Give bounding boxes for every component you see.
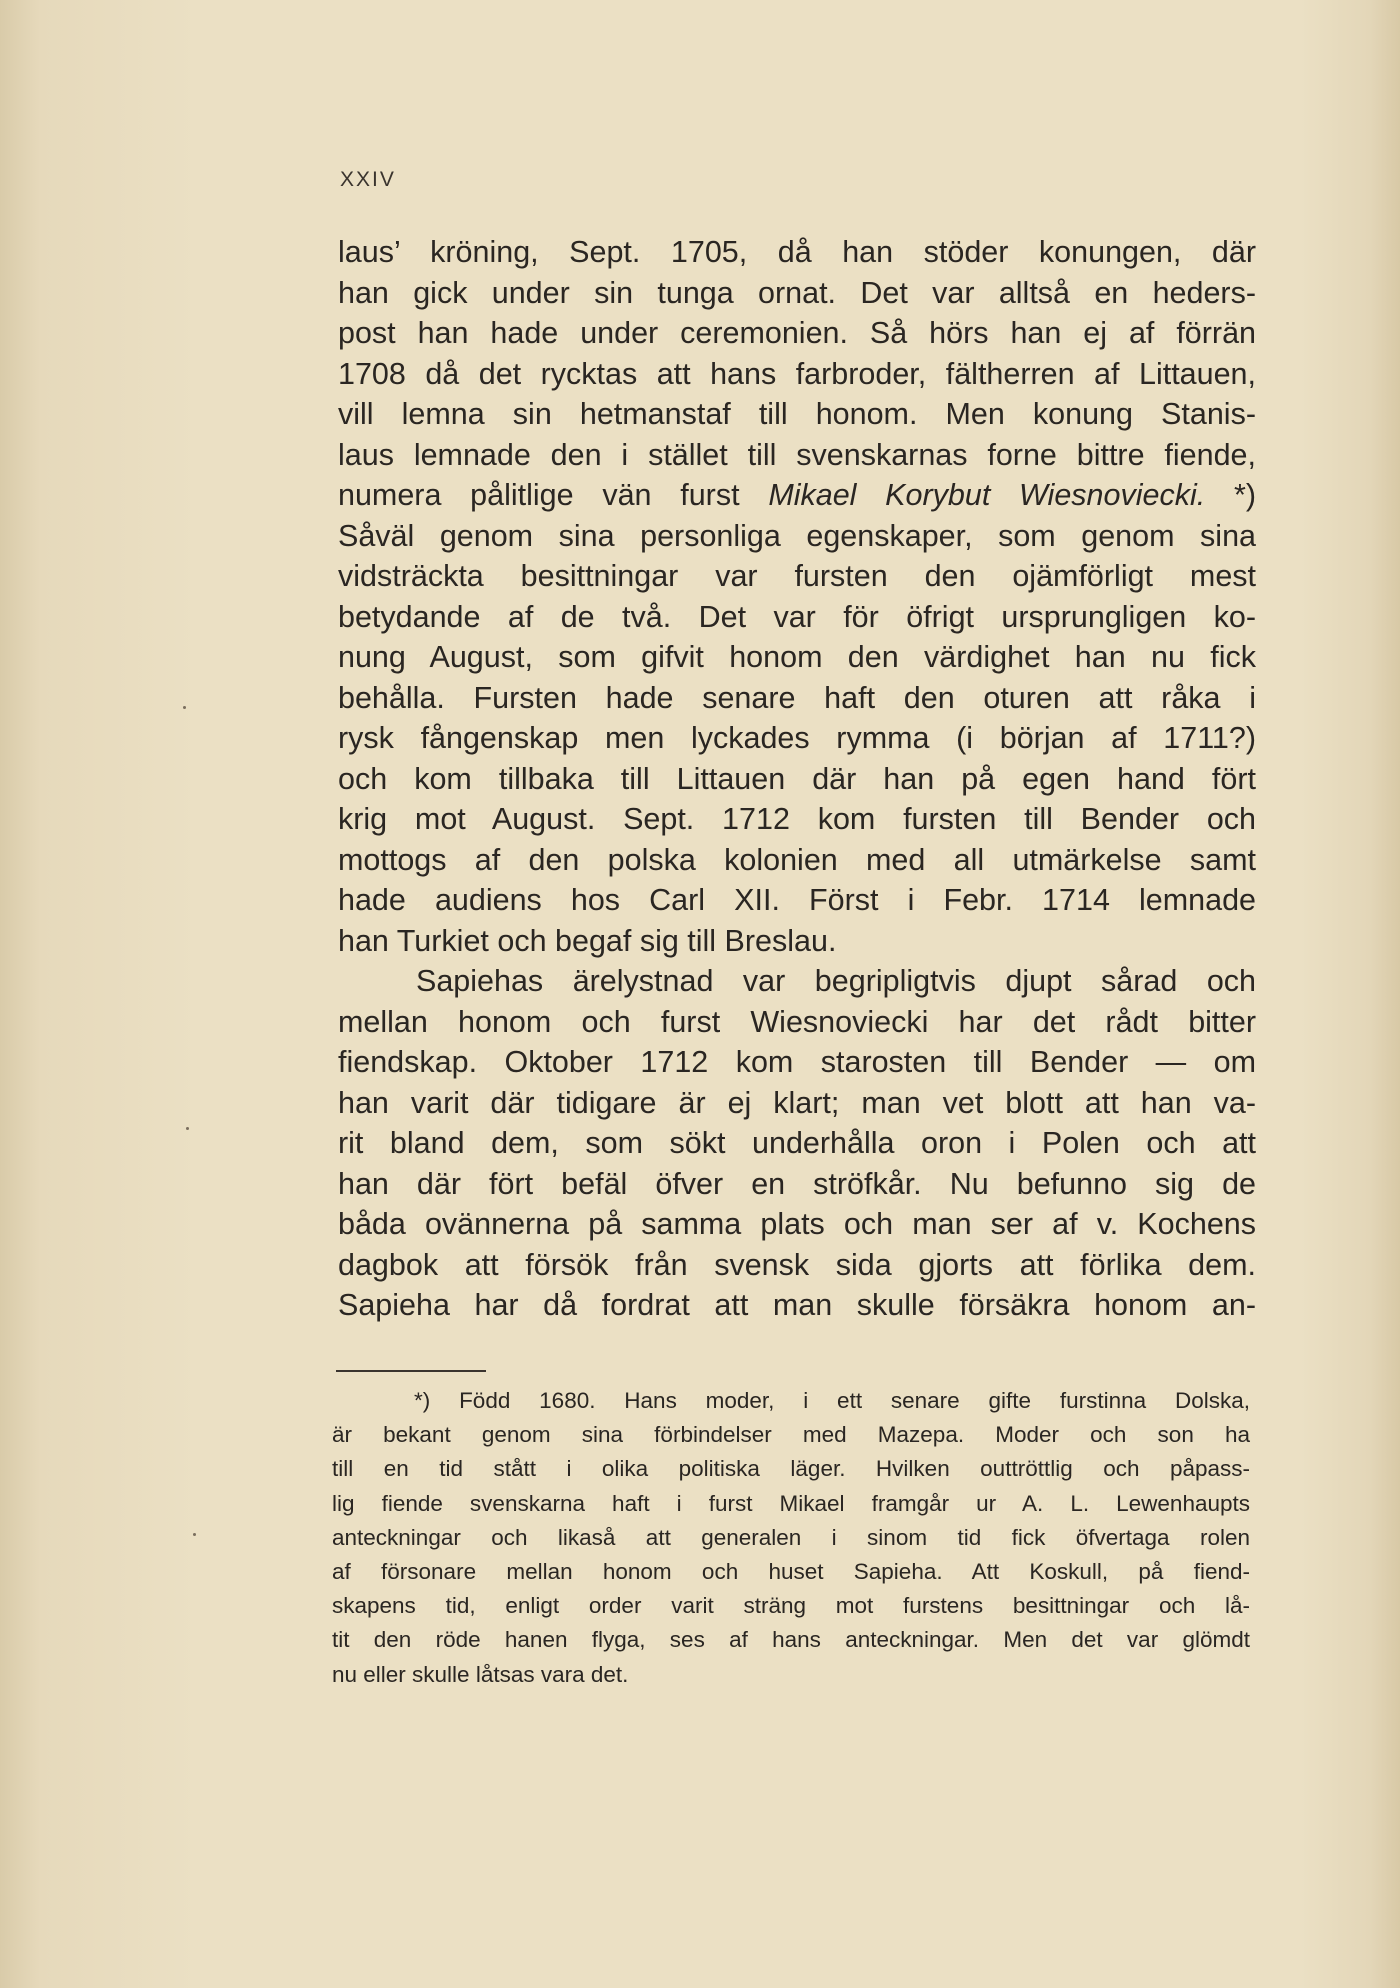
text-line-prefix: numera pålitlige vän furst [338,478,740,512]
footnote-line: skapens tid, enligt order varit sträng mot furstens besittningar och lå- [332,1593,1250,1619]
text-line: Sapiehas ärelystnad var begripligtvis djupt sårad och [416,964,1256,998]
page-number: XXIV [340,168,396,191]
text-line: rysk fångenskap men lyckades rymma (i början af 1711?) [338,721,1256,755]
text-line-with-name [338,475,1256,516]
footnote-line: af försonare mellan honom och huset Sapieha. Att Koskull, på fiend- [332,1558,1250,1584]
footnote-line: tit den röde hanen flyga, ses af hans anteckningar. Men det var glömdt [332,1627,1250,1653]
text-line: post han hade under ceremonien. Så hörs han ej af förrän [338,316,1256,350]
paper-speck [193,1533,196,1536]
text-line: behålla. Fursten hade senare haft den oturen att råka i [338,680,1256,715]
text-line: han där fört befäl öfver en ströfkår. Nu befunno sig de [338,1166,1256,1201]
text-line: vidsträckta besittningar var fursten den ojämförligt mest [338,559,1256,593]
text-line: betydande af de två. Det var för öfrigt ursprungligen ko- [338,599,1256,634]
person-name: Mikael Korybut Wiesnoviecki. [768,478,1206,512]
text-line: och kom tillbaka till Littauen där han på egen hand fört [338,761,1256,796]
text-line: Såväl genom sina personliga egenskaper, som genom sina [338,518,1256,553]
text-line: fiendskap. Oktober 1712 kom starosten till Bender — om [338,1045,1256,1079]
footnote-divider [336,1370,486,1372]
main-text [338,232,1256,1326]
text-line: mottogs af den polska kolonien med all utmärkelse samt [338,842,1256,877]
footnote-line: till en tid stått i olika politiska läger. Hvilken outtröttlig och påpass- [332,1456,1250,1482]
footnote-marker: *) [1233,478,1256,512]
text-line: han varit där tidigare är ej klart; man vet blott att han va- [338,1085,1256,1120]
text-line: laus lemnade den i stället till svenskarnas forne bittre fiende, [338,437,1256,472]
paper-speck [186,1127,189,1130]
footnote-line: anteckningar och likaså att generalen i sinom tid fick öfvertaga rolen [332,1524,1250,1550]
text-line: mellan honom och furst Wiesnoviecki har det rådt bitter [338,1004,1256,1039]
text-line: krig mot August. Sept. 1712 kom fursten till Bender och [338,802,1256,836]
text-line: dagbok att försök från svensk sida gjorts att förlika dem. [338,1247,1256,1282]
text-line: vill lemna sin hetmanstaf till honom. Men konung Stanis- [338,397,1256,431]
text-line: han gick under sin tunga ornat. Det var alltså en heders- [338,275,1256,310]
footnote-line: är bekant genom sina förbindelser med Mazepa. Moder och son ha [332,1422,1250,1448]
footnote-line: lig fiende svenskarna haft i furst Mikael framgår ur A. L. Lewenhaupts [332,1490,1250,1516]
footnote-line: *) Född 1680. Hans moder, i ett senare gifte furstinna Dolska, [414,1388,1250,1413]
text-line: laus’ kröning, Sept. 1705, då han stöder konungen, där [338,235,1256,269]
footnote-line: nu eller skulle låtsas vara det. [332,1661,629,1687]
paper-speck [183,706,186,709]
text-line: 1708 då det rycktas att hans farbroder, fältherren af Littauen, [338,356,1256,391]
text-line: rit bland dem, som sökt underhålla oron i Polen och att [338,1126,1256,1160]
text-line: hade audiens hos Carl XII. Först i Febr. 1714 lemnade [338,883,1256,917]
footnote [332,1384,1250,1692]
text-line: båda ovännerna på samma plats och man ser af v. Kochens [338,1207,1256,1241]
text-line: han Turkiet och begaf sig till Breslau. [338,923,837,958]
text-line: nung August, som gifvit honom den värdighet han nu fick [338,640,1256,674]
text-line: Sapieha har då fordrat att man skulle försäkra honom an- [338,1288,1256,1322]
